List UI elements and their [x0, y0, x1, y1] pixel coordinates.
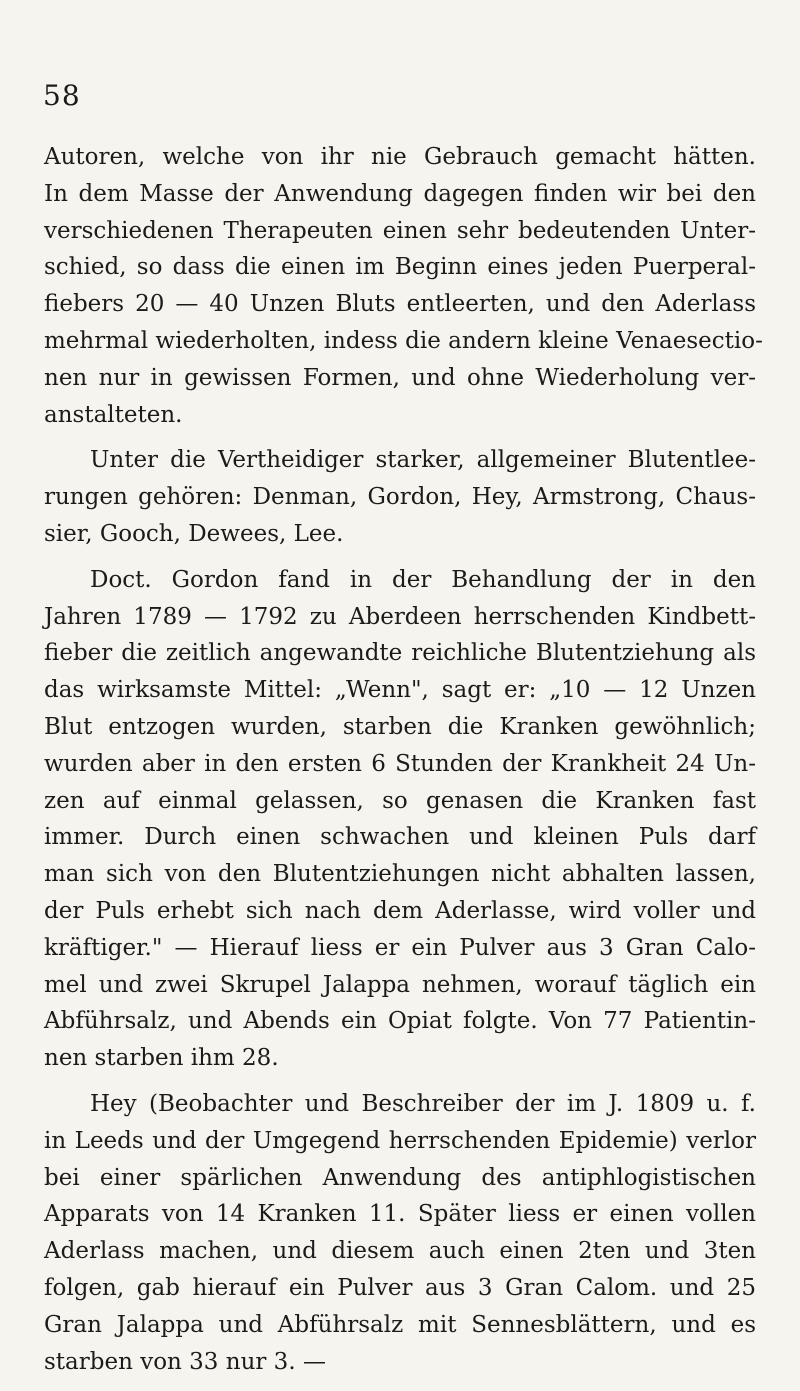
- paragraph-gap: [44, 433, 756, 442]
- paragraph-gap: [44, 1077, 756, 1086]
- text-line: schied, so dass die einen im Beginn eines jeden Puerperal-: [44, 254, 756, 281]
- paragraph: [44, 562, 756, 1077]
- text-line: man sich von den Blutentziehungen nicht abhalten lassen,: [44, 861, 756, 888]
- body-text: [44, 139, 763, 1380]
- text-line: mel und zwei Skrupel Jalappa nehmen, worauf täglich ein: [44, 971, 756, 998]
- paragraph: [44, 442, 756, 552]
- text-line: rungen gehören: Denman, Gordon, Hey, Armstrong, Chaus-: [44, 484, 756, 511]
- text-line: nen nur in gewissen Formen, und ohne Wiederholung ver-: [44, 364, 756, 391]
- text-line: in Leeds und der Umgegend herrschenden Epidemie) verlor: [44, 1127, 756, 1154]
- text-line: starben von 33 nur 3. —: [44, 1348, 326, 1375]
- text-line: Doct. Gordon fand in der Behandlung der in den: [90, 566, 756, 593]
- text-line: das wirksamste Mittel: „Wenn", sagt er: „10 — 12 Unzen: [44, 677, 756, 704]
- text-line: Hey (Beobachter und Beschreiber der im J. 1809 u. f.: [90, 1090, 756, 1117]
- text-line: nen starben ihm 28.: [44, 1045, 279, 1072]
- page-number: 58: [43, 79, 81, 112]
- paragraph: [44, 139, 763, 433]
- text-line: anstalteten.: [44, 401, 183, 428]
- text-line: kräftiger." — Hierauf liess er ein Pulver aus 3 Gran Calo-: [44, 934, 756, 961]
- text-line: bei einer spärlichen Anwendung des antiphlogistischen: [44, 1164, 756, 1191]
- text-line: folgen, gab hierauf ein Pulver aus 3 Gran Calom. und 25: [44, 1274, 756, 1301]
- text-line: mehrmal wiederholten, indess die andern kleine Venaesectio-: [44, 327, 763, 354]
- text-line: Abführsalz, und Abends ein Opiat folgte. Von 77 Patientin-: [44, 1008, 756, 1035]
- text-line: Gran Jalappa und Abführsalz mit Sennesblättern, und es: [44, 1311, 756, 1338]
- text-line: zen auf einmal gelassen, so genasen die Kranken fast: [44, 787, 756, 814]
- text-line: Apparats von 14 Kranken 11. Später liess er einen vollen: [44, 1201, 756, 1228]
- text-line: der Puls erhebt sich nach dem Aderlasse, wird voller und: [44, 897, 756, 924]
- text-line: Unter die Vertheidiger starker, allgemeiner Blutentlee-: [90, 447, 756, 474]
- text-line: wurden aber in den ersten 6 Stunden der Krankheit 24 Un-: [44, 750, 756, 777]
- text-line: In dem Masse der Anwendung dagegen finden wir bei den: [44, 180, 756, 207]
- paragraph: [44, 1086, 756, 1380]
- text-line: verschiedenen Therapeuten einen sehr bedeutenden Unter-: [44, 217, 756, 244]
- text-line: Jahren 1789 — 1792 zu Aberdeen herrschenden Kindbett-: [44, 603, 756, 630]
- text-line: fiebers 20 — 40 Unzen Bluts entleerten, und den Aderlass: [44, 291, 756, 318]
- paragraph-gap: [44, 553, 756, 562]
- text-line: Aderlass machen, und diesem auch einen 2ten und 3ten: [44, 1238, 756, 1265]
- text-line: Blut entzogen wurden, starben die Kranken gewöhnlich;: [44, 713, 756, 740]
- text-line: fieber die zeitlich angewandte reichliche Blutentziehung als: [44, 640, 756, 667]
- text-line: sier, Gooch, Dewees, Lee.: [44, 520, 344, 547]
- text-line: Autoren, welche von ihr nie Gebrauch gemacht hätten.: [44, 144, 756, 170]
- text-line: immer. Durch einen schwachen und kleinen Puls darf: [44, 824, 756, 851]
